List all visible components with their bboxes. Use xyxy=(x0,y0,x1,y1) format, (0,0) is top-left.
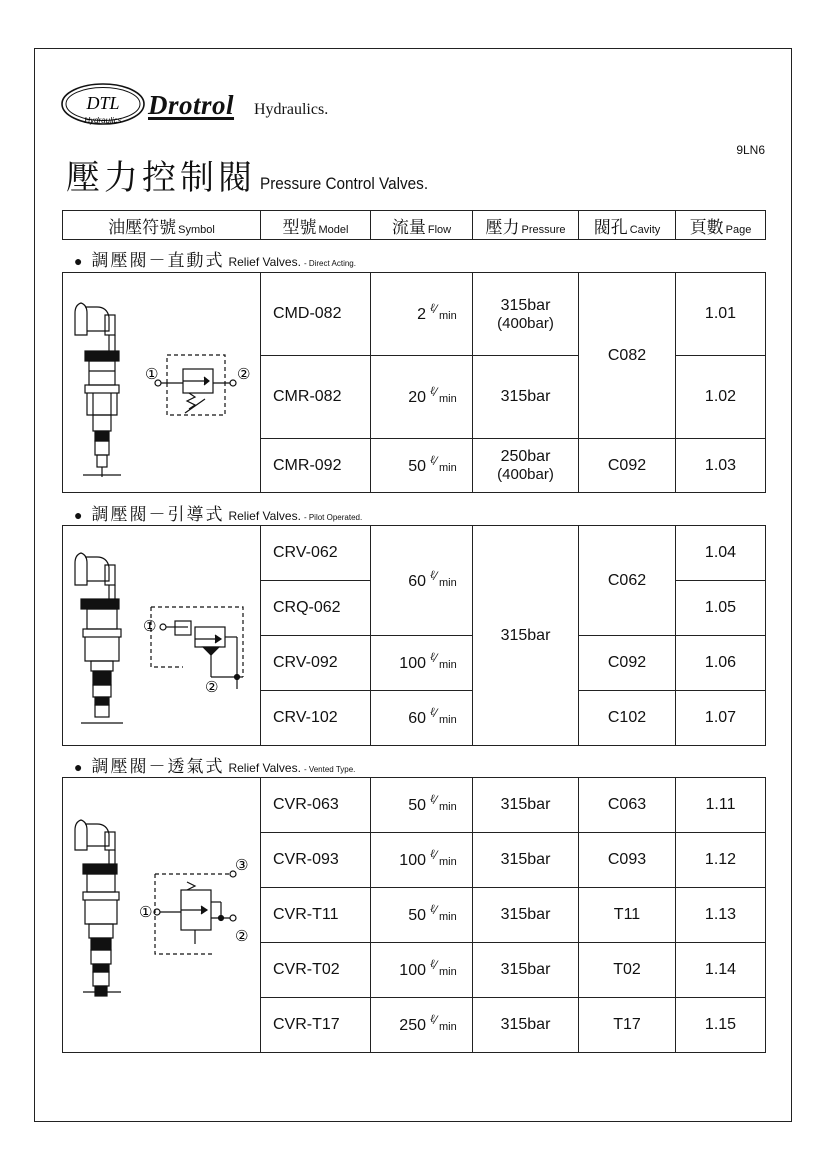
model-cell: CVR-063 xyxy=(261,778,371,833)
cavity-cell: T11 xyxy=(579,888,676,943)
model-cell: CVR-T11 xyxy=(261,888,371,943)
section-title-vented-type: ● 調壓閥－透氣式 Relief Valves. - Vented Type. xyxy=(74,757,356,777)
relief-valve-pilot-operated-icon xyxy=(63,527,259,745)
page-cell: 1.12 xyxy=(676,833,766,888)
model-cell: CVR-093 xyxy=(261,833,371,888)
logo-oval-text: DTL xyxy=(86,93,120,113)
flow-cell: 50 ℓ ⁄ min xyxy=(371,778,473,833)
header-flow: 流量 Flow xyxy=(371,211,473,240)
flow-cell: 60 ℓ ⁄ min xyxy=(371,526,473,636)
port-3-label: ③ xyxy=(235,857,249,874)
pressure-cell: 315bar (400bar) xyxy=(473,273,579,356)
header-pressure: 壓力 Pressure xyxy=(473,211,579,240)
section-title-pilot-operated: ● 調壓閥－引導式 Relief Valves. - Pilot Operated. xyxy=(74,505,363,525)
flow-cell: 2 ℓ ⁄ min xyxy=(371,273,473,356)
cavity-cell: T17 xyxy=(579,998,676,1053)
page-cell: 1.06 xyxy=(676,636,766,691)
page-cell: 1.14 xyxy=(676,943,766,998)
header-symbol: 油壓符號 Symbol xyxy=(63,211,261,240)
model-cell: CRQ-062 xyxy=(261,581,371,636)
header-cavity: 閥孔 Cavity xyxy=(579,211,676,240)
column-header xyxy=(62,210,766,240)
cavity-cell: C063 xyxy=(579,778,676,833)
model-cell: CMD-082 xyxy=(261,273,371,356)
model-cell: CMR-082 xyxy=(261,356,371,439)
header-page: 頁數 Page xyxy=(676,211,766,240)
page-cell: 1.05 xyxy=(676,581,766,636)
flow-cell: 20 ℓ ⁄ min xyxy=(371,356,473,439)
cavity-cell: C092 xyxy=(579,439,676,493)
cavity-cell: T02 xyxy=(579,943,676,998)
cavity-cell: C092 xyxy=(579,636,676,691)
model-cell: CVR-T02 xyxy=(261,943,371,998)
symbol-direct-acting xyxy=(63,273,261,493)
page-cell: 1.01 xyxy=(676,273,766,356)
brand-name: Drotrol xyxy=(148,90,235,120)
section-title-direct-acting: ● 調壓閥－直動式 Relief Valves. - Direct Acting. xyxy=(74,251,356,271)
pressure-cell: 315bar xyxy=(473,833,579,888)
port-2-label: ② xyxy=(205,678,219,696)
flow-cell: 100 ℓ ⁄ min xyxy=(371,943,473,998)
flow-cell: 50 ℓ ⁄ min xyxy=(371,888,473,943)
logo-oval-subtext: Hydraulics xyxy=(84,116,122,125)
relief-valve-vented-type-icon xyxy=(63,778,259,1052)
symbol-pilot-operated xyxy=(63,526,261,746)
page-cell: 1.13 xyxy=(676,888,766,943)
dtl-oval-logo-icon xyxy=(60,82,146,128)
pressure-cell: 250bar (400bar) xyxy=(473,439,579,493)
cavity-cell: C062 xyxy=(579,526,676,636)
cavity-cell: C093 xyxy=(579,833,676,888)
port-1-label: ① xyxy=(143,617,157,635)
pressure-cell: 315bar xyxy=(473,998,579,1053)
page-cell: 1.03 xyxy=(676,439,766,493)
port-1-label: ① xyxy=(139,904,153,921)
flow-cell: 250 ℓ ⁄ min xyxy=(371,998,473,1053)
model-cell: CRV-062 xyxy=(261,526,371,581)
relief-valve-direct-acting-icon xyxy=(63,275,259,491)
cavity-cell: C102 xyxy=(579,691,676,746)
table-vented-type xyxy=(62,777,766,1053)
pressure-cell: 315bar xyxy=(473,888,579,943)
cavity-cell: C082 xyxy=(579,273,676,439)
table-pilot-operated xyxy=(62,525,766,746)
pressure-cell: 315bar xyxy=(473,526,579,746)
page-cell: 1.11 xyxy=(676,778,766,833)
flow-cell: 50 ℓ ⁄ min xyxy=(371,439,473,493)
model-cell: CMR-092 xyxy=(261,439,371,493)
page-title-zh: 壓力控制閥 xyxy=(66,158,256,198)
pressure-cell: 315bar xyxy=(473,356,579,439)
symbol-vented-type xyxy=(63,778,261,1053)
page-title xyxy=(66,150,447,199)
page-cell: 1.02 xyxy=(676,356,766,439)
page-cell: 1.07 xyxy=(676,691,766,746)
flow-cell: 60 ℓ ⁄ min xyxy=(371,691,473,746)
port-2-label: ② xyxy=(235,928,249,945)
model-cell: CRV-092 xyxy=(261,636,371,691)
page-cell: 1.04 xyxy=(676,526,766,581)
port-1-label: ① xyxy=(145,365,159,383)
port-2-label: ② xyxy=(237,365,251,383)
model-cell: CRV-102 xyxy=(261,691,371,746)
page-cell: 1.15 xyxy=(676,998,766,1053)
flow-cell: 100 ℓ ⁄ min xyxy=(371,833,473,888)
header-model: 型號 Model xyxy=(261,211,371,240)
pressure-cell: 315bar xyxy=(473,778,579,833)
model-cell: CVR-T17 xyxy=(261,998,371,1053)
table-direct-acting xyxy=(62,272,766,493)
page-code: 9LN6 xyxy=(736,143,765,157)
page-title-en: Pressure Control Valves. xyxy=(260,174,429,193)
flow-cell: 100 ℓ ⁄ min xyxy=(371,636,473,691)
brand-suffix: Hydraulics. xyxy=(254,101,329,118)
brand-logo xyxy=(60,82,380,132)
pressure-cell: 315bar xyxy=(473,943,579,998)
